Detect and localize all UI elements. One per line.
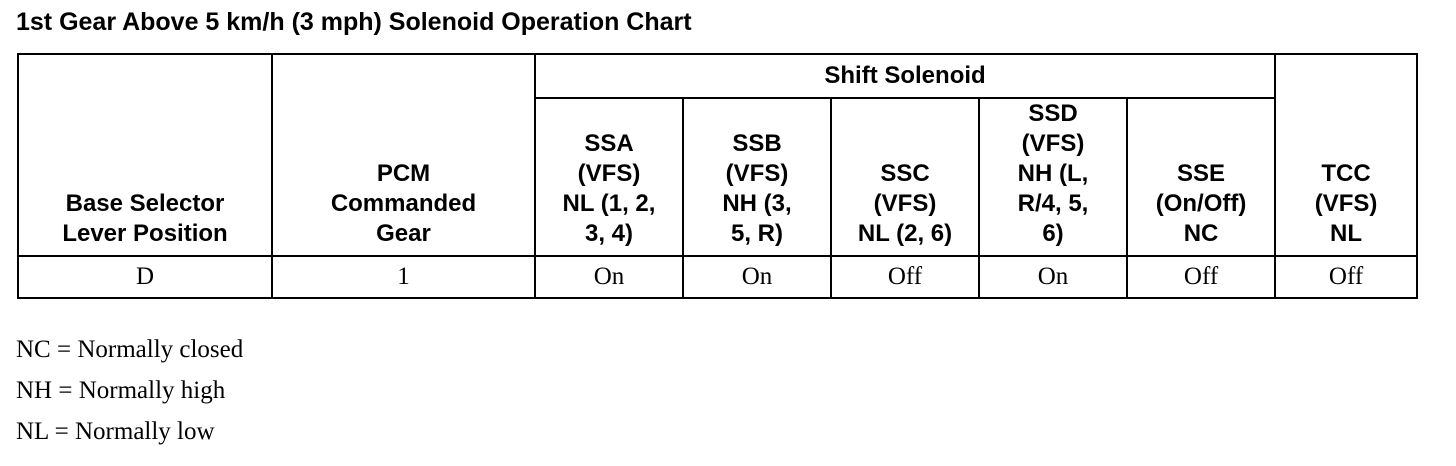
header-sse bbox=[1127, 98, 1275, 256]
header-line: PCM bbox=[376, 160, 431, 187]
chart-title: 1st Gear Above 5 km/h (3 mph) Solenoid Operation Chart bbox=[16, 8, 692, 36]
cell-ssa: On bbox=[535, 256, 683, 298]
solenoid-operation-table bbox=[17, 53, 1418, 299]
header-line: NH (3, bbox=[722, 190, 792, 217]
header-line: 5, R) bbox=[730, 220, 783, 247]
header-line: Gear bbox=[376, 220, 431, 247]
header-line: NH (L, bbox=[1017, 160, 1089, 187]
header-line: SSA bbox=[584, 130, 634, 157]
header-ssc bbox=[831, 98, 979, 256]
cell-ssc: Off bbox=[831, 256, 979, 298]
header-line: NL (2, 6) bbox=[857, 220, 953, 247]
header-line: R/4, 5, bbox=[1017, 190, 1089, 217]
cell-tcc: Off bbox=[1275, 256, 1417, 298]
header-pcm-commanded-gear bbox=[272, 54, 535, 256]
header-line: 3, 4) bbox=[584, 220, 634, 247]
header-line: NL bbox=[1330, 220, 1363, 247]
header-line: (VFS) bbox=[725, 160, 789, 187]
header-line: SSE bbox=[1177, 160, 1226, 187]
header-ssa bbox=[535, 98, 683, 256]
table-row bbox=[18, 256, 1417, 298]
cell-sse: Off bbox=[1127, 256, 1275, 298]
header-ssd bbox=[979, 98, 1127, 256]
header-line: NC bbox=[1183, 220, 1219, 247]
header-shift-solenoid: Shift Solenoid bbox=[535, 54, 1275, 98]
header-line: SSB bbox=[732, 130, 782, 157]
header-line: (VFS) bbox=[873, 190, 937, 217]
header-line: SSC bbox=[880, 160, 930, 187]
header-line: Commanded bbox=[330, 190, 477, 217]
cell-ssb: On bbox=[683, 256, 831, 298]
legend-notes bbox=[16, 335, 243, 458]
header-line: (VFS) bbox=[577, 160, 641, 187]
header-line: (VFS) bbox=[1314, 190, 1378, 217]
header-line: (VFS) bbox=[1021, 130, 1085, 157]
header-row-top bbox=[18, 54, 1417, 98]
cell-base-selector: D bbox=[18, 256, 272, 298]
header-base-selector bbox=[18, 54, 272, 256]
header-line: (On/Off) bbox=[1155, 190, 1247, 217]
header-line: Base Selector bbox=[65, 190, 225, 217]
cell-ssd: On bbox=[979, 256, 1127, 298]
header-ssb bbox=[683, 98, 831, 256]
note-nh: NH = Normally high bbox=[16, 377, 226, 404]
header-line: SSD bbox=[1028, 100, 1078, 127]
header-line: NL (1, 2, bbox=[562, 190, 656, 217]
header-line: Lever Position bbox=[62, 220, 228, 247]
note-nc: NC = Normally closed bbox=[16, 336, 244, 363]
header-line: TCC bbox=[1321, 160, 1371, 187]
cell-pcm-gear: 1 bbox=[272, 256, 535, 298]
note-nl: NL = Normally low bbox=[16, 418, 215, 445]
header-line: 6) bbox=[1042, 220, 1064, 247]
header-tcc bbox=[1275, 54, 1417, 256]
